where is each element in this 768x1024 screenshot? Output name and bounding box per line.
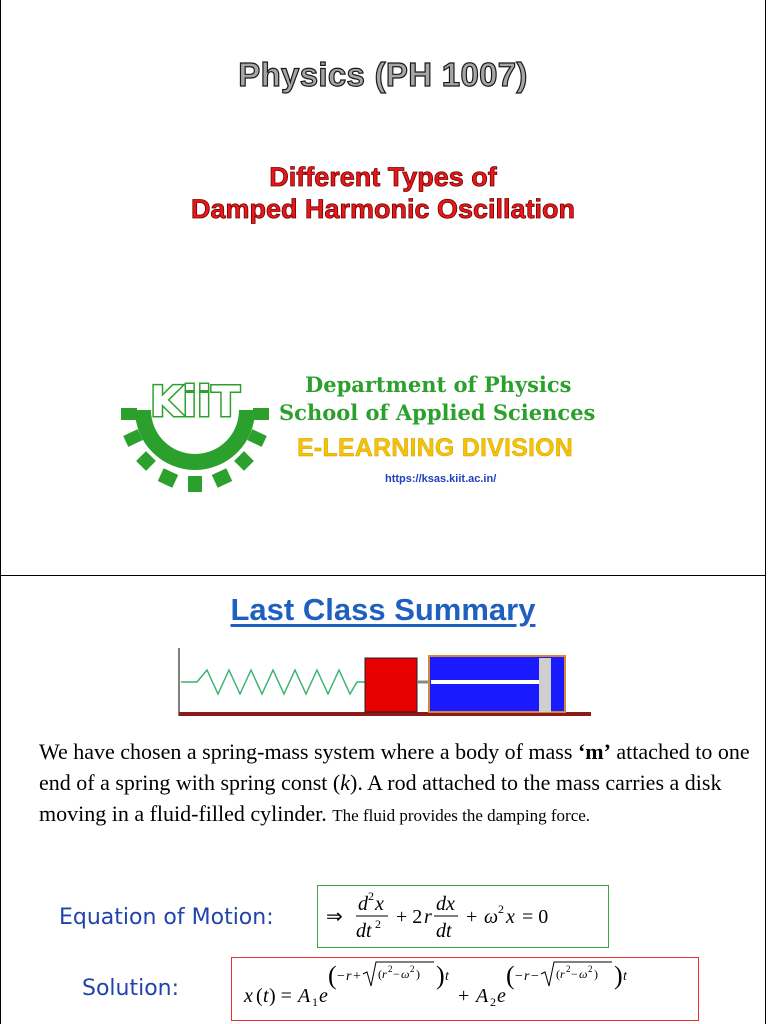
course-title: Physics (PH 1007) bbox=[238, 56, 528, 93]
svg-text:(: ( bbox=[328, 961, 337, 990]
description-paragraph bbox=[39, 736, 759, 831]
svg-text:2: 2 bbox=[410, 964, 415, 974]
svg-text:): ) bbox=[614, 961, 623, 990]
svg-text:): ) bbox=[436, 961, 445, 990]
damper-divider bbox=[431, 680, 539, 684]
svg-text:(: ( bbox=[378, 967, 382, 981]
svg-text:r: r bbox=[346, 969, 352, 984]
mass-block bbox=[365, 658, 417, 712]
spring-mass-damper-diagram bbox=[177, 644, 593, 720]
equation-of-motion bbox=[318, 886, 607, 946]
svg-text:+ 2: + 2 bbox=[396, 906, 423, 928]
logo-text: KiiT bbox=[150, 377, 240, 426]
svg-text:r: r bbox=[524, 969, 530, 984]
paragraph-part-4: The fluid provides the damping force. bbox=[332, 806, 591, 825]
svg-text:r: r bbox=[424, 906, 432, 928]
svg-text:(: ( bbox=[556, 967, 560, 981]
svg-text:2: 2 bbox=[490, 995, 496, 1009]
svg-text:) =: ) = bbox=[269, 985, 292, 1007]
svg-text:t: t bbox=[445, 969, 449, 984]
division-name: E-LEARNING DIVISION bbox=[297, 434, 574, 462]
svg-text:2: 2 bbox=[588, 964, 593, 974]
svg-text:1: 1 bbox=[312, 995, 318, 1009]
damper-disk bbox=[539, 658, 551, 712]
svg-text:+: + bbox=[458, 985, 470, 1007]
svg-text:(: ( bbox=[256, 985, 263, 1007]
svg-text:2: 2 bbox=[498, 902, 504, 916]
svg-text:r: r bbox=[560, 967, 565, 981]
svg-text:dt: dt bbox=[436, 920, 452, 942]
kiit-logo bbox=[119, 366, 271, 494]
topic-title-line-2: Damped Harmonic Oscillation bbox=[190, 194, 576, 224]
summary-title: Last Class Summary bbox=[230, 592, 536, 627]
paragraph-part-1: We have chosen a spring-mass system where a body of mass bbox=[39, 739, 578, 764]
svg-text:x: x bbox=[244, 985, 253, 1007]
svg-text:r: r bbox=[382, 967, 387, 981]
svg-text:⇒: ⇒ bbox=[326, 906, 343, 928]
svg-text:ω: ω bbox=[579, 967, 588, 981]
website-link[interactable]: https://ksas.kiit.ac.in/ bbox=[385, 473, 497, 485]
svg-text:dt: dt bbox=[356, 920, 372, 942]
topic-title-line-1: Different Types of bbox=[269, 162, 497, 192]
svg-text:(: ( bbox=[506, 961, 515, 990]
svg-text:e: e bbox=[319, 985, 328, 1007]
svg-text:2: 2 bbox=[368, 889, 374, 903]
solution-box bbox=[231, 957, 699, 1021]
svg-text:): ) bbox=[594, 967, 598, 981]
svg-text:e: e bbox=[497, 985, 506, 1007]
equation-of-motion-label: Equation of Motion: bbox=[59, 905, 274, 930]
svg-text:t: t bbox=[263, 985, 269, 1007]
svg-text:x: x bbox=[506, 906, 515, 928]
svg-text:= 0: = 0 bbox=[522, 906, 549, 928]
solution-label: Solution: bbox=[82, 976, 180, 1001]
svg-text:d: d bbox=[358, 893, 368, 915]
svg-text:): ) bbox=[416, 967, 420, 981]
paragraph-part-3: ). A rod attached to the mass carries a disk moving in a fluid-filled cylinder. bbox=[39, 770, 722, 826]
svg-text:dx: dx bbox=[436, 893, 455, 915]
spring bbox=[181, 670, 365, 694]
svg-text:2: 2 bbox=[375, 917, 381, 931]
solution-equation bbox=[232, 958, 697, 1019]
svg-text:A: A bbox=[298, 985, 311, 1007]
department-name: Department of Physics bbox=[305, 372, 572, 397]
mass-symbol: ‘m’ bbox=[577, 739, 611, 764]
svg-text:ω: ω bbox=[401, 967, 410, 981]
svg-text:t: t bbox=[623, 969, 627, 984]
svg-text:+: + bbox=[353, 969, 361, 984]
svg-text:2: 2 bbox=[388, 964, 393, 974]
spring-constant-symbol: k bbox=[340, 770, 350, 795]
equation-of-motion-box bbox=[317, 885, 609, 948]
svg-text:−: − bbox=[531, 969, 539, 984]
svg-text:−: − bbox=[337, 969, 345, 984]
school-name: School of Applied Sciences bbox=[279, 400, 596, 425]
svg-text:−: − bbox=[515, 969, 523, 984]
svg-text:ω: ω bbox=[484, 906, 499, 928]
svg-text:−: − bbox=[571, 967, 578, 981]
svg-text:−: − bbox=[393, 967, 400, 981]
svg-text:2: 2 bbox=[566, 964, 571, 974]
summary-slide bbox=[0, 575, 766, 1024]
svg-text:x: x bbox=[375, 893, 384, 915]
paragraph-part-2: attached to one end of a spring with spring const ( bbox=[39, 739, 750, 795]
svg-text:A: A bbox=[476, 985, 489, 1007]
svg-text:+: + bbox=[466, 906, 478, 928]
